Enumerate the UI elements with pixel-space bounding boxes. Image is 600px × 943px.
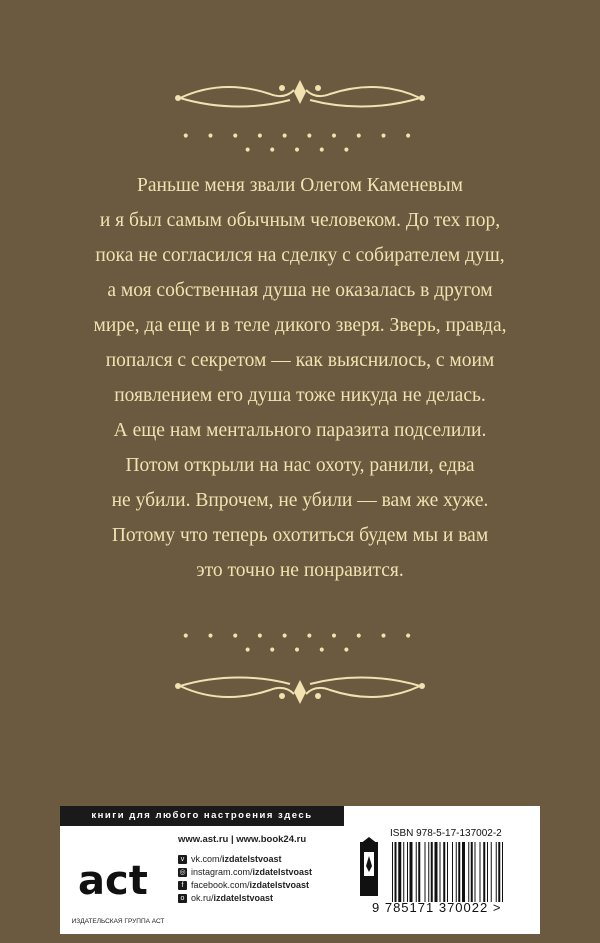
barcode-bar xyxy=(435,842,438,902)
blurb-line: Потому что теперь охотиться будем мы и вам xyxy=(111,525,489,546)
barcode-bar xyxy=(443,842,445,902)
flourish-ornament-bottom xyxy=(170,664,430,710)
social-handle: izdatelstvoast xyxy=(222,854,282,864)
barcode xyxy=(390,842,536,902)
publisher-caption: ИЗДАТЕЛЬСКАЯ ГРУППА АСТ xyxy=(71,918,165,925)
barcode-bar xyxy=(440,842,441,902)
blurb-text xyxy=(60,168,540,588)
barcode-bar xyxy=(468,842,469,902)
barcode-bar xyxy=(452,842,453,902)
barcode-bar xyxy=(407,842,408,902)
barcode-bar xyxy=(462,842,465,902)
barcode-bar xyxy=(416,842,417,902)
social-handle: izdatelstvoast xyxy=(213,893,274,903)
barcode-bar xyxy=(475,842,476,902)
barcode-bar xyxy=(471,842,473,902)
dotted-divider-top: • • • • • • • • • • • • • • • xyxy=(181,129,419,159)
flourish-ornament-top xyxy=(170,74,430,120)
blurb-line: А еще нам ментального паразита подселили. xyxy=(113,420,487,441)
barcode-bar xyxy=(487,842,488,902)
ast-logo-text: act xyxy=(78,858,148,904)
social-handle: izdatelstvoast xyxy=(249,880,310,890)
blurb-line: попался с секретом — как выяснилось, с моим xyxy=(105,350,495,371)
blurb-line: Раньше меня звали Олегом Каменевым xyxy=(137,175,463,196)
social-handle: izdatelstvoast xyxy=(252,867,313,877)
barcode-bar xyxy=(456,842,457,902)
facebook-icon: f xyxy=(178,881,187,890)
odnoklassniki-icon: o xyxy=(178,894,187,903)
blurb-line: а моя собственная душа не оказалась в другом xyxy=(107,280,493,301)
blurb-line: пока не согласился на сделку с собирателем душ, xyxy=(95,245,505,266)
barcode-bar xyxy=(480,842,481,902)
barcode-bar xyxy=(458,842,460,902)
barcode-bar xyxy=(410,842,413,902)
barcode-bar xyxy=(491,842,492,902)
social-link-facebook[interactable] xyxy=(178,879,358,892)
social-prefix: facebook.com/ xyxy=(191,880,250,890)
barcode-bar xyxy=(447,842,448,902)
blurb-line: это точно не понравится. xyxy=(196,560,404,581)
blurb-line: появлением его душа тоже никуда не делась. xyxy=(114,385,486,406)
social-prefix: instagram.com/ xyxy=(191,867,253,877)
barcode-bar xyxy=(431,842,433,902)
social-link-odnoklassniki[interactable] xyxy=(178,892,358,905)
barcode-bar xyxy=(496,842,497,902)
lantern-icon xyxy=(358,836,380,898)
blurb-line: Потом открыли на нас охоту, ранили, едва xyxy=(125,455,475,476)
barcode-bar xyxy=(428,842,429,902)
barcode-bar xyxy=(392,842,393,902)
blurb-line: мире, да еще и в теле дикого зверя. Зверь, правда, xyxy=(93,315,507,336)
isbn-digits: 9 785171 370022 > xyxy=(372,900,502,915)
barcode-bar xyxy=(483,842,485,902)
barcode-bar xyxy=(418,842,420,902)
barcode-bar xyxy=(425,842,426,902)
ast-logo xyxy=(74,842,162,922)
website-links[interactable]: www.ast.ru | www.book24.ru xyxy=(178,834,307,845)
social-prefix: vk.com/ xyxy=(191,854,223,864)
dotted-divider-bottom: • • • • • • • • • • • • • • • xyxy=(181,629,419,659)
social-prefix: ok.ru/ xyxy=(191,893,214,903)
publisher-links xyxy=(178,834,358,905)
instagram-icon: ◎ xyxy=(179,869,186,876)
social-link-instagram[interactable] xyxy=(178,866,358,879)
vk-icon: v xyxy=(178,855,187,864)
barcode-bar xyxy=(395,842,397,902)
publisher-slogan: книги для любого настроения здесь xyxy=(60,806,344,826)
isbn-label: ISBN 978-5-17-137002-2 xyxy=(390,828,502,839)
social-link-vk[interactable] xyxy=(178,853,358,866)
publisher-panel xyxy=(60,806,540,934)
barcode-bar xyxy=(398,842,401,902)
barcode-bar xyxy=(498,842,500,902)
blurb-line: и я был самым обычным человеком. До тех пор, xyxy=(99,210,501,231)
barcode-bar xyxy=(403,842,404,902)
barcode-bar xyxy=(502,842,503,902)
blurb-line: не убили. Впрочем, не убили — вам же хуже. xyxy=(111,490,489,511)
